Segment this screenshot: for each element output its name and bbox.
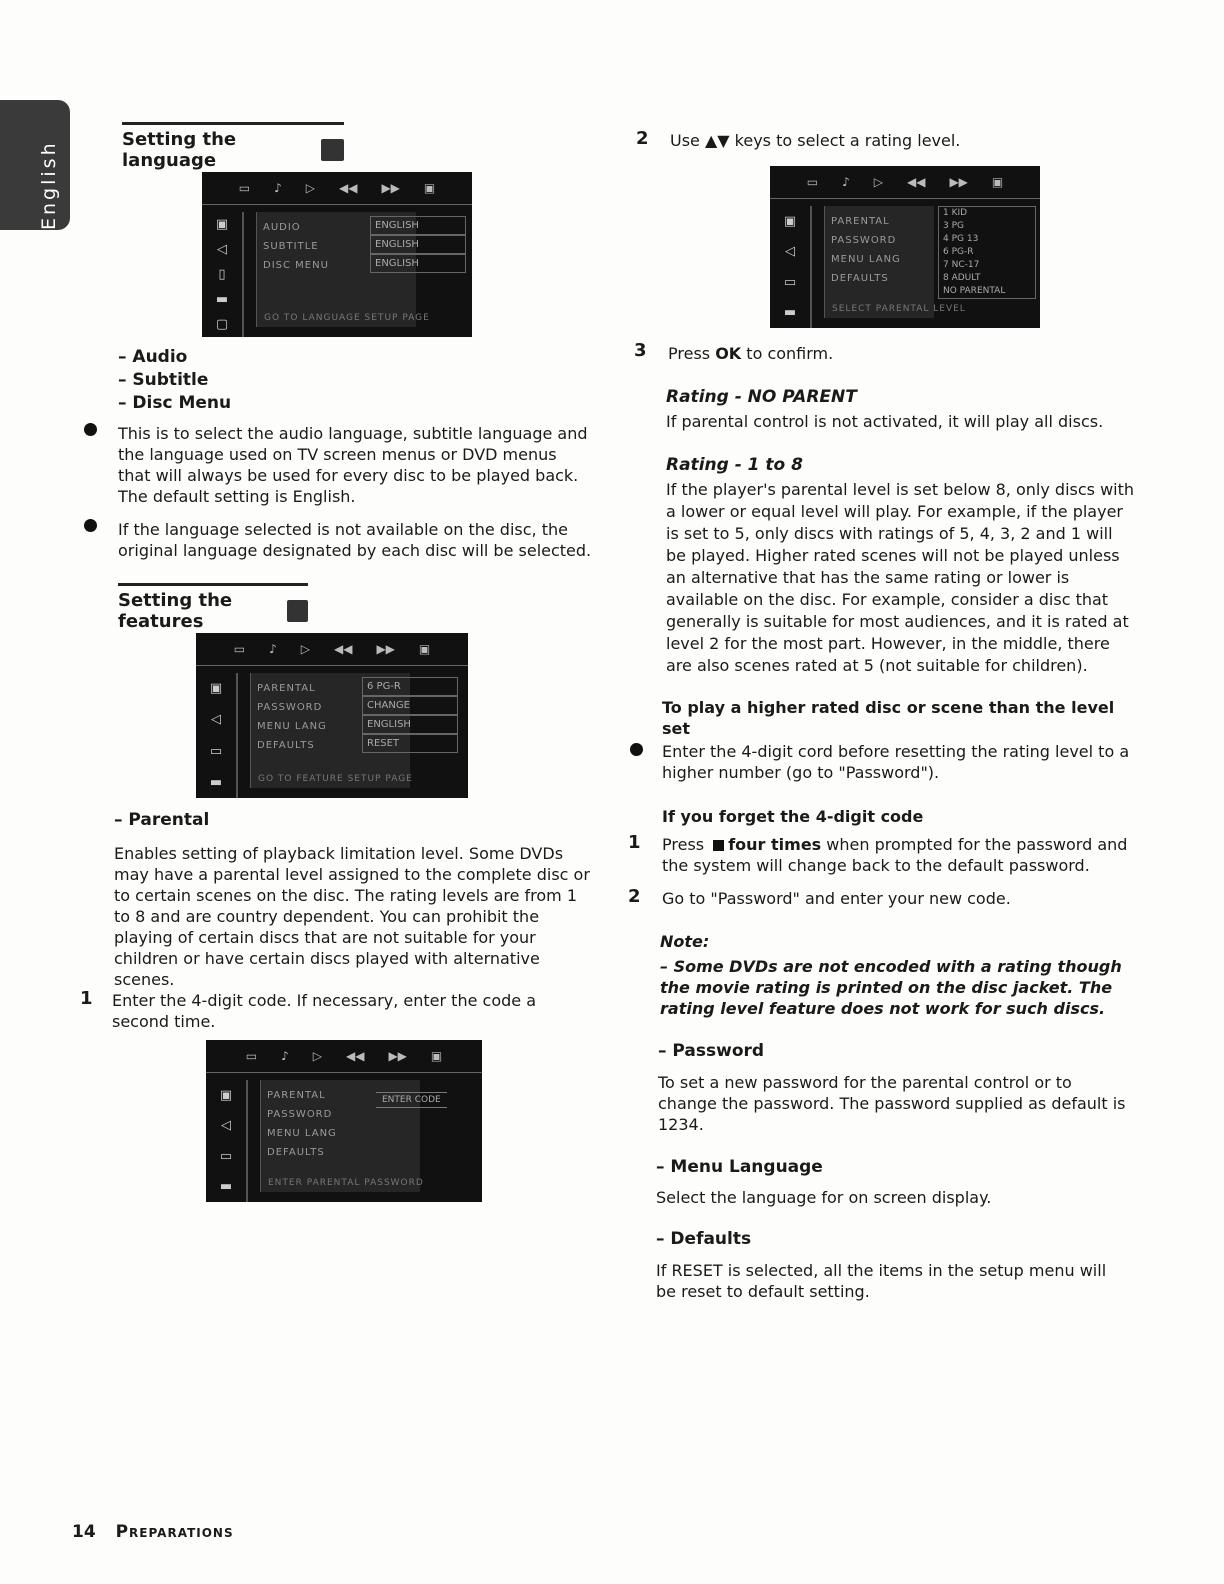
menu-language-text: Select the language for on screen display. (656, 1188, 992, 1207)
osd-rating-screen (770, 166, 1040, 328)
osd-features-screen (196, 633, 468, 798)
language-icon: ▣ (219, 1087, 233, 1103)
rating-no-parent-text: If parental control is not activated, it will play all discs. (666, 412, 1104, 431)
menu-item: AUDIO (263, 222, 301, 233)
menu-value: ENGLISH (370, 216, 466, 235)
menu-item: DISC MENU (263, 260, 329, 271)
higher-rated-heading: To play a higher rated disc or scene than the level set (662, 698, 1115, 738)
parental-heading: – Parental (114, 810, 210, 830)
menu-item: MENU LANG (267, 1128, 337, 1139)
osd-values (370, 216, 466, 273)
rating-1-8-heading: Rating - 1 to 8 (666, 455, 803, 475)
section-title: Setting the language (122, 129, 237, 171)
display-icon: ▭ (219, 1148, 233, 1164)
menu-value: CHANGE (362, 696, 458, 715)
menu-item: SUBTITLE (263, 241, 319, 252)
rating-1-8-text: If the player's parental level is set below 8, only discs with a lower or equal level will play. For example, if the player is set to 5, only discs with ratings of 5, 4, 3, 2 and 1 will be played. Higher rated scenes will not be played unless an alternative that has the same rating or lower is available on the disc. For example, consider a disc that generally is suitable for most audiences, and it is rated at level 2 for the most part. However, in the middle, there are also scenes rated at 5 (not suitable for children). (666, 480, 1135, 675)
menu-item: PARENTAL (831, 216, 890, 227)
display-icon: ▯ (218, 267, 226, 282)
rewind-icon: ◀◀ (338, 181, 358, 195)
menu-item: PASSWORD (267, 1109, 333, 1120)
paragraph-language-info: This is to select the audio language, subtitle language and the language used on TV screen menus or DVD menus that will always be used for every disc to be played back. The default setting is English. (118, 424, 588, 506)
higher-rated-text: Enter the 4-digit cord before resetting the rating level to a higher number (go to "Password"). (662, 742, 1130, 782)
rating-option: 4 PG 13 (943, 234, 979, 244)
forward-icon: ▶▶ (381, 181, 400, 195)
rating-option: 1 KID (943, 208, 968, 218)
forward-icon: ▶▶ (949, 175, 968, 189)
features-icon: ▬ (219, 1179, 233, 1195)
play-icon: ▷ (305, 181, 315, 195)
screen-icon: ▣ (991, 175, 1004, 189)
list-item: – Subtitle (118, 370, 209, 390)
display-icon: ▭ (209, 743, 223, 759)
parental-description: Enables setting of playback limitation level. Some DVDs may have a parental level assigned to the complete disc or to certain scenes on the disc. The rating levels are from 1 to 8 and are country dependent. You can prohibit the playing of certain discs that are not suitable for your children or have certain discs played with alternative scenes. (114, 844, 590, 989)
language-items-list (118, 347, 518, 416)
osd-toolbar (770, 166, 1040, 199)
language-icon: ▣ (209, 681, 223, 697)
rating-option: 8 ADULT (943, 273, 981, 283)
features-icon: ▬ (783, 305, 797, 321)
section-heading-language (122, 122, 344, 171)
rating-option: 7 NC-17 (943, 260, 980, 270)
enter-code-field: ENTER CODE (376, 1092, 447, 1108)
step-text: Enter the 4-digit code. If necessary, enter the code a second time. (112, 991, 536, 1031)
screen-icon: ▣ (423, 181, 436, 195)
subtitle-icon: ▭ (233, 642, 246, 656)
screen-icon: ▣ (418, 642, 431, 656)
osd-language-screen (202, 172, 472, 337)
audio-icon: ♪ (269, 642, 277, 656)
note-label: Note: (660, 932, 710, 951)
rewind-icon: ◀◀ (906, 175, 926, 189)
paragraph-language-unavailable: If the language selected is not available on the disc, the original language designated by each disc will be selected. (118, 520, 592, 560)
section-heading-features (118, 583, 308, 632)
menu-item: DEFAULTS (831, 273, 889, 284)
note-text: – Some DVDs are not encoded with a rating though the movie rating is printed on the disc jacket. The rating level feature does not work for such discs. (660, 957, 1122, 1018)
bullet-dot (84, 423, 97, 436)
tv-menu-icon (321, 139, 344, 161)
subtitle-icon: ▭ (806, 175, 819, 189)
password-heading: – Password (658, 1041, 765, 1061)
forget-code-heading: If you forget the 4-digit code (662, 807, 924, 826)
language-side-tab (0, 100, 70, 230)
osd-footer: ENTER PARENTAL PASSWORD (268, 1178, 424, 1188)
defaults-text: If RESET is selected, all the items in the setup menu will be reset to default setting. (656, 1261, 1107, 1301)
forget-step-text: Press four times when prompted for the password and the system will change back to the default password. (662, 835, 1128, 875)
rating-option: 6 PG-R (943, 247, 974, 257)
menu-language-heading: – Menu Language (656, 1157, 823, 1177)
speaker-icon: ◁ (785, 244, 795, 260)
rewind-icon: ◀◀ (345, 1049, 365, 1063)
rating-no-parent-heading: Rating - NO PARENT (666, 387, 857, 407)
osd-left-icons (196, 673, 238, 798)
play-icon: ▷ (312, 1049, 322, 1063)
osd-menu-list (824, 206, 934, 318)
step-number: 3 (634, 340, 647, 361)
menu-value: RESET (362, 734, 458, 753)
menu-value: ENGLISH (370, 254, 466, 273)
tv-icon: ▢ (215, 317, 229, 332)
menu-value: 6 PG-R (362, 677, 458, 696)
bullet-dot (84, 519, 97, 532)
menu-item: DEFAULTS (267, 1147, 325, 1158)
page-number: 14 (72, 1522, 96, 1542)
step-number: 2 (636, 128, 649, 149)
audio-icon: ♪ (274, 181, 282, 195)
osd-password-screen (206, 1040, 482, 1202)
subtitle-icon: ▭ (238, 181, 251, 195)
osd-left-icons (770, 206, 812, 328)
display-icon: ▭ (783, 274, 797, 290)
defaults-heading: – Defaults (656, 1229, 752, 1249)
menu-item: MENU LANG (831, 254, 901, 265)
language-icon: ▣ (215, 217, 229, 232)
features-icon: ▬ (209, 774, 223, 790)
language-icon: ▣ (783, 213, 797, 229)
stop-button-icon (713, 840, 724, 851)
menu-item: DEFAULTS (257, 740, 315, 751)
speaker-icon: ◁ (211, 712, 221, 728)
osd-left-icons (202, 212, 244, 337)
osd-toolbar (196, 633, 468, 666)
audio-icon: ♪ (842, 175, 850, 189)
features-icon: ▬ (215, 292, 229, 307)
step-text: Press OK to confirm. (668, 344, 834, 363)
osd-toolbar (202, 172, 472, 205)
screen-icon: ▣ (430, 1049, 443, 1063)
subtitle-icon: ▭ (245, 1049, 258, 1063)
forward-icon: ▶▶ (388, 1049, 407, 1063)
step-number: 1 (628, 832, 641, 853)
menu-item: PASSWORD (257, 702, 323, 713)
osd-footer: GO TO FEATURE SETUP PAGE (258, 774, 413, 784)
speaker-icon: ◁ (221, 1118, 231, 1134)
step-number: 1 (80, 988, 93, 1009)
forward-icon: ▶▶ (376, 642, 395, 656)
forget-step-text: Go to "Password" and enter your new code. (662, 889, 1011, 908)
menu-item: MENU LANG (257, 721, 327, 732)
osd-toolbar (206, 1040, 482, 1073)
menu-value: ENGLISH (362, 715, 458, 734)
section-title: Setting the features (118, 590, 233, 632)
list-item: – Audio (118, 347, 188, 367)
menu-value: ENGLISH (370, 235, 466, 254)
rating-option: 3 PG (943, 221, 964, 231)
play-icon: ▷ (300, 642, 310, 656)
bullet-dot (630, 743, 643, 756)
osd-left-icons (206, 1080, 248, 1202)
step-text: Use ▲▼ keys to select a rating level. (670, 131, 961, 150)
rewind-icon: ◀◀ (333, 642, 353, 656)
speaker-icon: ◁ (217, 242, 227, 257)
osd-footer: GO TO LANGUAGE SETUP PAGE (264, 313, 430, 323)
password-text: To set a new password for the parental control or to change the password. The password supplied as default is 1234. (658, 1073, 1126, 1134)
page-footer (72, 1522, 234, 1542)
step-number: 2 (628, 886, 641, 907)
menu-item: PARENTAL (267, 1090, 326, 1101)
list-item: – Disc Menu (118, 393, 232, 413)
menu-item: PARENTAL (257, 683, 316, 694)
page-section: Preparations (115, 1522, 234, 1542)
side-tab-label: English (38, 140, 60, 230)
features-menu-icon (287, 600, 308, 622)
rating-options (938, 206, 1036, 299)
play-icon: ▷ (873, 175, 883, 189)
ok-key: OK (715, 344, 742, 363)
rating-option: NO PARENTAL (943, 286, 1006, 296)
osd-values (362, 677, 458, 753)
menu-item: PASSWORD (831, 235, 897, 246)
osd-footer: SELECT PARENTAL LEVEL (832, 304, 966, 314)
audio-icon: ♪ (281, 1049, 289, 1063)
